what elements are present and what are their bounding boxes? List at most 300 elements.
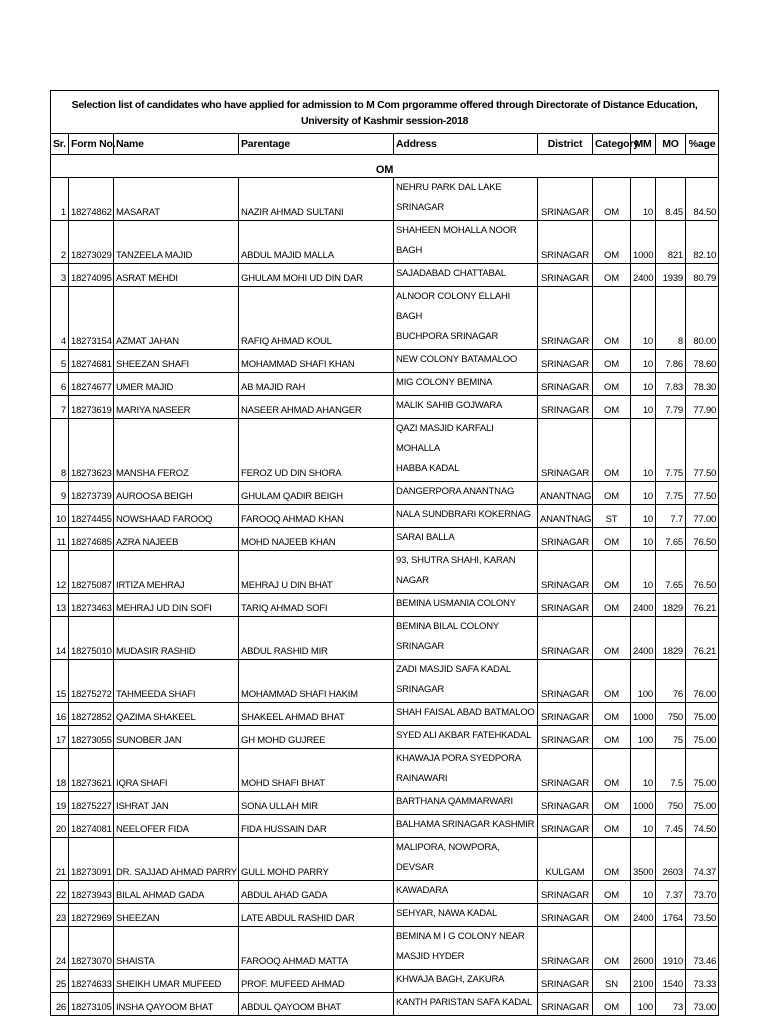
parentage-cell: FAROOQ AHMAD KHAN [239, 505, 394, 528]
table-row [51, 904, 719, 927]
name-cell: SHEEZAN [114, 904, 239, 927]
form-no-cell: 18274081 [69, 815, 114, 838]
address-cell [394, 838, 538, 881]
sr-cell: 5 [51, 350, 69, 373]
category-cell: SN [593, 970, 631, 993]
parentage-cell: ABDUL QAYOOM BHAT [239, 993, 394, 1016]
percentage-cell: 73.33 [686, 970, 719, 993]
mo-cell: 1764 [656, 904, 686, 927]
sr-cell: 6 [51, 373, 69, 396]
name-cell: DR. SAJJAD AHMAD PARRY [114, 838, 239, 881]
name-cell: ASRAT MEHDI [114, 264, 239, 287]
district-cell: SRINAGAR [538, 815, 593, 838]
mo-cell: 76 [656, 660, 686, 703]
category-cell: OM [593, 482, 631, 505]
category-cell: OM [593, 221, 631, 264]
group-header-row [51, 155, 719, 178]
address-cell [394, 881, 538, 904]
address-line: ZADI MASJID SAFA KADAL SRINAGAR [396, 664, 511, 695]
sr-cell: 14 [51, 617, 69, 660]
sr-cell: 3 [51, 264, 69, 287]
percentage-cell: 78.30 [686, 373, 719, 396]
district-cell: SRINAGAR [538, 264, 593, 287]
address-line: SYED ALI AKBAR FATEHKADAL [396, 730, 532, 741]
category-cell: OM [593, 792, 631, 815]
sr-cell: 26 [51, 993, 69, 1016]
mo-cell: 1540 [656, 970, 686, 993]
mo-cell: 75 [656, 726, 686, 749]
mo-cell: 7.45 [656, 815, 686, 838]
mo-cell: 7.37 [656, 881, 686, 904]
table-row [51, 703, 719, 726]
mo-cell: 750 [656, 703, 686, 726]
selection-list-sheet [50, 90, 718, 1016]
name-cell: MUDASIR RASHID [114, 617, 239, 660]
form-no-cell: 18274681 [69, 350, 114, 373]
form-no-cell: 18274633 [69, 970, 114, 993]
address-line: MALIK SAHIB GOJWARA [396, 400, 503, 411]
parentage-cell: GULL MOHD PARRY [239, 838, 394, 881]
mm-cell: 10 [631, 350, 656, 373]
col-mm: MM [631, 134, 656, 155]
category-cell: OM [593, 660, 631, 703]
address-cell [394, 792, 538, 815]
percentage-cell: 77.50 [686, 419, 719, 482]
form-no-cell: 18275010 [69, 617, 114, 660]
address-line: BARTHANA QAMMARWARI [396, 796, 513, 807]
mm-cell: 100 [631, 993, 656, 1016]
table-row [51, 881, 719, 904]
district-cell: ANANTNAG [538, 482, 593, 505]
sr-cell: 7 [51, 396, 69, 419]
name-cell: AZMAT JAHAN [114, 287, 239, 350]
district-cell: SRINAGAR [538, 419, 593, 482]
name-cell: MANSHA FEROZ [114, 419, 239, 482]
mo-cell: 7.5 [656, 749, 686, 792]
address-line: KANTH PARISTAN SAFA KADAL [396, 997, 533, 1008]
name-cell: TAHMEEDA SHAFI [114, 660, 239, 703]
address-line: QAZI MASJID KARFALI MOHALLA [396, 423, 494, 454]
district-cell: ANANTNAG [538, 505, 593, 528]
sr-cell: 11 [51, 528, 69, 551]
address-line: SHAHEEN MOHALLA NOOR BAGH [396, 225, 517, 256]
address-line: KAWADARA [396, 885, 449, 896]
table-row [51, 287, 719, 350]
parentage-cell: MOHAMMAD SHAFI KHAN [239, 350, 394, 373]
percentage-cell: 77.50 [686, 482, 719, 505]
address-cell [394, 287, 538, 350]
mo-cell: 7.7 [656, 505, 686, 528]
form-no-cell: 18273154 [69, 287, 114, 350]
form-no-cell: 18273463 [69, 594, 114, 617]
mo-cell: 73 [656, 993, 686, 1016]
mo-cell: 7.65 [656, 528, 686, 551]
category-cell: ST [593, 505, 631, 528]
address-line: MIG COLONY BEMINA [396, 377, 493, 388]
category-cell: OM [593, 927, 631, 970]
mo-cell: 7.86 [656, 350, 686, 373]
address-line: KHWAJA BAGH, ZAKURA [396, 974, 505, 985]
address-cell [394, 594, 538, 617]
category-cell: OM [593, 264, 631, 287]
parentage-cell: PROF. MUFEED AHMAD [239, 970, 394, 993]
form-no-cell: 18273619 [69, 396, 114, 419]
percentage-cell: 73.00 [686, 993, 719, 1016]
form-no-cell: 18273105 [69, 993, 114, 1016]
mm-cell: 10 [631, 551, 656, 594]
parentage-cell: GHULAM MOHI UD DIN DAR [239, 264, 394, 287]
address-line: MASJID HYDER [396, 951, 465, 962]
category-cell: OM [593, 287, 631, 350]
percentage-cell: 74.50 [686, 815, 719, 838]
address-cell [394, 617, 538, 660]
address-line: KHAWAJA PORA SYEDPORA [396, 753, 521, 764]
percentage-cell: 73.70 [686, 881, 719, 904]
district-cell: KULGAM [538, 838, 593, 881]
form-no-cell: 18274677 [69, 373, 114, 396]
name-cell: QAZIMA SHAKEEL [114, 703, 239, 726]
address-line: BEMINA M I G COLONY NEAR [396, 931, 525, 942]
address-cell [394, 505, 538, 528]
parentage-cell: GH MOHD GUJREE [239, 726, 394, 749]
name-cell: INSHA QAYOOM BHAT [114, 993, 239, 1016]
mm-cell: 10 [631, 505, 656, 528]
address-line: NEHRU PARK DAL LAKE SRINAGAR [396, 182, 502, 213]
percentage-cell: 75.00 [686, 749, 719, 792]
category-cell: OM [593, 904, 631, 927]
name-cell: SHAISTA [114, 927, 239, 970]
mm-cell: 2400 [631, 904, 656, 927]
name-cell: MASARAT [114, 178, 239, 221]
address-cell [394, 264, 538, 287]
percentage-cell: 73.46 [686, 927, 719, 970]
sr-cell: 22 [51, 881, 69, 904]
form-no-cell: 18273055 [69, 726, 114, 749]
parentage-cell: RAFIQ AHMAD KOUL [239, 287, 394, 350]
selection-table [50, 90, 719, 1016]
sr-cell: 12 [51, 551, 69, 594]
district-cell: SRINAGAR [538, 660, 593, 703]
category-cell: OM [593, 594, 631, 617]
candidate-rows [51, 178, 719, 1016]
address-cell [394, 970, 538, 993]
category-cell: OM [593, 726, 631, 749]
mm-cell: 10 [631, 373, 656, 396]
parentage-cell: MEHRAJ U DIN BHAT [239, 551, 394, 594]
address-cell [394, 221, 538, 264]
table-row [51, 749, 719, 792]
mo-cell: 1829 [656, 594, 686, 617]
sr-cell: 24 [51, 927, 69, 970]
sr-cell: 13 [51, 594, 69, 617]
parentage-cell: MOHD NAJEEB KHAN [239, 528, 394, 551]
col-district: District [538, 134, 593, 155]
mm-cell: 10 [631, 815, 656, 838]
name-cell: UMER MAJID [114, 373, 239, 396]
form-no-cell: 18273623 [69, 419, 114, 482]
mm-cell: 1000 [631, 221, 656, 264]
form-no-cell: 18273943 [69, 881, 114, 904]
parentage-cell: NASEER AHMAD AHANGER [239, 396, 394, 419]
mo-cell: 2603 [656, 838, 686, 881]
mm-cell: 10 [631, 528, 656, 551]
mm-cell: 2400 [631, 264, 656, 287]
address-line: NEW COLONY BATAMALOO [396, 354, 518, 365]
sr-cell: 19 [51, 792, 69, 815]
mm-cell: 10 [631, 419, 656, 482]
address-cell [394, 350, 538, 373]
name-cell: NOWSHAAD FAROOQ [114, 505, 239, 528]
percentage-cell: 77.90 [686, 396, 719, 419]
address-line: SAJADABAD CHATTABAL [396, 268, 506, 279]
sr-cell: 8 [51, 419, 69, 482]
parentage-cell: TARIQ AHMAD SOFI [239, 594, 394, 617]
sr-cell: 1 [51, 178, 69, 221]
column-header-row [51, 134, 719, 155]
table-row [51, 264, 719, 287]
address-line: BEMINA USMANIA COLONY [396, 598, 516, 609]
district-cell: SRINAGAR [538, 350, 593, 373]
percentage-cell: 75.00 [686, 792, 719, 815]
percentage-cell: 82.10 [686, 221, 719, 264]
mo-cell: 1829 [656, 617, 686, 660]
table-row [51, 838, 719, 881]
district-cell: SRINAGAR [538, 749, 593, 792]
address-cell [394, 726, 538, 749]
col-mo: MO [656, 134, 686, 155]
percentage-cell: 76.50 [686, 551, 719, 594]
district-cell: SRINAGAR [538, 792, 593, 815]
percentage-cell: 76.21 [686, 594, 719, 617]
mo-cell: 8 [656, 287, 686, 350]
sr-cell: 10 [51, 505, 69, 528]
parentage-cell: MOHD SHAFI BHAT [239, 749, 394, 792]
form-no-cell: 18274862 [69, 178, 114, 221]
district-cell: SRINAGAR [538, 287, 593, 350]
col-sr: Sr. [51, 134, 69, 155]
table-row [51, 815, 719, 838]
address-line: BALHAMA SRINAGAR KASHMIR [396, 819, 535, 830]
col-address: Address [394, 134, 538, 155]
percentage-cell: 77.00 [686, 505, 719, 528]
district-cell: SRINAGAR [538, 617, 593, 660]
mm-cell: 3500 [631, 838, 656, 881]
form-no-cell: 18273739 [69, 482, 114, 505]
address-cell [394, 749, 538, 792]
address-cell [394, 703, 538, 726]
category-cell: OM [593, 178, 631, 221]
name-cell: SHEIKH UMAR MUFEED [114, 970, 239, 993]
sr-cell: 21 [51, 838, 69, 881]
parentage-cell: LATE ABDUL RASHID DAR [239, 904, 394, 927]
sr-cell: 2 [51, 221, 69, 264]
category-cell: OM [593, 881, 631, 904]
district-cell: SRINAGAR [538, 993, 593, 1016]
name-cell: IRTIZA MEHRAJ [114, 551, 239, 594]
address-cell [394, 904, 538, 927]
address-line: BEMINA BILAL COLONY SRINAGAR [396, 621, 499, 652]
sr-cell: 25 [51, 970, 69, 993]
percentage-cell: 76.00 [686, 660, 719, 703]
address-cell [394, 660, 538, 703]
col-category: Category [593, 134, 631, 155]
table-row [51, 178, 719, 221]
sr-cell: 23 [51, 904, 69, 927]
address-line: BUCHPORA SRINAGAR [396, 331, 499, 342]
address-line: HABBA KADAL [396, 463, 460, 474]
district-cell: SRINAGAR [538, 726, 593, 749]
form-no-cell: 18273029 [69, 221, 114, 264]
parentage-cell: GHULAM QADIR BEIGH [239, 482, 394, 505]
mm-cell: 10 [631, 881, 656, 904]
title-line-1: Selection list of candidates who have applied for admission to M Com prgoramme offered through Directorate of Distance Education, [71, 99, 698, 111]
parentage-cell: SONA ULLAH MIR [239, 792, 394, 815]
category-cell: OM [593, 617, 631, 660]
mo-cell: 7.75 [656, 419, 686, 482]
mo-cell: 821 [656, 221, 686, 264]
mo-cell: 1939 [656, 264, 686, 287]
mm-cell: 10 [631, 287, 656, 350]
category-cell: OM [593, 373, 631, 396]
mo-cell: 7.79 [656, 396, 686, 419]
mm-cell: 10 [631, 178, 656, 221]
category-cell: OM [593, 551, 631, 594]
district-cell: SRINAGAR [538, 594, 593, 617]
category-cell: OM [593, 528, 631, 551]
district-cell: SRINAGAR [538, 551, 593, 594]
table-row [51, 505, 719, 528]
mm-cell: 1000 [631, 703, 656, 726]
table-row [51, 419, 719, 482]
title-line-2: University of Kashmir session-2018 [300, 115, 469, 127]
mm-cell: 2600 [631, 927, 656, 970]
name-cell: ISHRAT JAN [114, 792, 239, 815]
form-no-cell: 18274685 [69, 528, 114, 551]
address-line: SHAH FAISAL ABAD BATMALOO [396, 707, 535, 718]
form-no-cell: 18273621 [69, 749, 114, 792]
name-cell: AZRA NAJEEB [114, 528, 239, 551]
table-row [51, 927, 719, 970]
address-cell [394, 373, 538, 396]
table-row [51, 373, 719, 396]
address-line: SEHYAR, NAWA KADAL [396, 908, 498, 919]
table-row [51, 617, 719, 660]
mm-cell: 2100 [631, 970, 656, 993]
address-cell [394, 482, 538, 505]
parentage-cell: FAROOQ AHMAD MATTA [239, 927, 394, 970]
form-no-cell: 18275087 [69, 551, 114, 594]
sr-cell: 4 [51, 287, 69, 350]
mo-cell: 8.45 [656, 178, 686, 221]
parentage-cell: ABDUL MAJID MALLA [239, 221, 394, 264]
col-parentage: Parentage [239, 134, 394, 155]
percentage-cell: 76.21 [686, 617, 719, 660]
district-cell: SRINAGAR [538, 221, 593, 264]
form-no-cell: 18272969 [69, 904, 114, 927]
table-row [51, 970, 719, 993]
mm-cell: 10 [631, 482, 656, 505]
parentage-cell: MOHAMMAD SHAFI HAKIM [239, 660, 394, 703]
sr-cell: 9 [51, 482, 69, 505]
category-cell: OM [593, 993, 631, 1016]
form-no-cell: 18274095 [69, 264, 114, 287]
district-cell: SRINAGAR [538, 970, 593, 993]
table-row [51, 594, 719, 617]
category-cell: OM [593, 749, 631, 792]
col-percentage: %age [686, 134, 719, 155]
name-cell: SUNOBER JAN [114, 726, 239, 749]
address-line: NALA SUNDBRARI KOKERNAG [396, 509, 531, 520]
col-name: Name [114, 134, 239, 155]
category-cell: OM [593, 838, 631, 881]
percentage-cell: 74.37 [686, 838, 719, 881]
address-line: SARAI BALLA [396, 532, 455, 543]
form-no-cell: 18273070 [69, 927, 114, 970]
address-line: 93, SHUTRA SHAHI, KARAN NAGAR [396, 555, 516, 586]
table-row [51, 221, 719, 264]
col-form-no: Form No. [69, 134, 114, 155]
address-cell [394, 815, 538, 838]
document-title [51, 91, 719, 134]
parentage-cell: SHAKEEL AHMAD BHAT [239, 703, 394, 726]
percentage-cell: 78.60 [686, 350, 719, 373]
address-line: ALNOOR COLONY ELLAHI BAGH [396, 291, 511, 322]
form-no-cell: 18275227 [69, 792, 114, 815]
table-row [51, 482, 719, 505]
address-cell [394, 419, 538, 482]
table-row [51, 551, 719, 594]
percentage-cell: 73.50 [686, 904, 719, 927]
address-line: MALIPORA, NOWPORA, DEVSAR [396, 842, 500, 873]
percentage-cell: 80.00 [686, 287, 719, 350]
group-label: OM [51, 155, 719, 178]
form-no-cell: 18272852 [69, 703, 114, 726]
address-line: DANGERPORA ANANTNAG [396, 486, 515, 497]
parentage-cell: ABDUL RASHID MIR [239, 617, 394, 660]
mo-cell: 750 [656, 792, 686, 815]
address-cell [394, 551, 538, 594]
name-cell: NEELOFER FIDA [114, 815, 239, 838]
category-cell: OM [593, 419, 631, 482]
table-row [51, 993, 719, 1016]
district-cell: SRINAGAR [538, 396, 593, 419]
mo-cell: 1910 [656, 927, 686, 970]
district-cell: SRINAGAR [538, 373, 593, 396]
address-cell [394, 178, 538, 221]
district-cell: SRINAGAR [538, 528, 593, 551]
name-cell: SHEEZAN SHAFI [114, 350, 239, 373]
mm-cell: 10 [631, 396, 656, 419]
address-cell [394, 396, 538, 419]
parentage-cell: AB MAJID RAH [239, 373, 394, 396]
sr-cell: 15 [51, 660, 69, 703]
parentage-cell: FIDA HUSSAIN DAR [239, 815, 394, 838]
name-cell: MEHRAJ UD DIN SOFI [114, 594, 239, 617]
mo-cell: 7.75 [656, 482, 686, 505]
name-cell: AUROOSA BEIGH [114, 482, 239, 505]
district-cell: SRINAGAR [538, 927, 593, 970]
sr-cell: 17 [51, 726, 69, 749]
sr-cell: 16 [51, 703, 69, 726]
district-cell: SRINAGAR [538, 178, 593, 221]
percentage-cell: 76.50 [686, 528, 719, 551]
mm-cell: 100 [631, 660, 656, 703]
name-cell: BILAL AHMAD GADA [114, 881, 239, 904]
category-cell: OM [593, 703, 631, 726]
category-cell: OM [593, 815, 631, 838]
table-row [51, 528, 719, 551]
district-cell: SRINAGAR [538, 703, 593, 726]
